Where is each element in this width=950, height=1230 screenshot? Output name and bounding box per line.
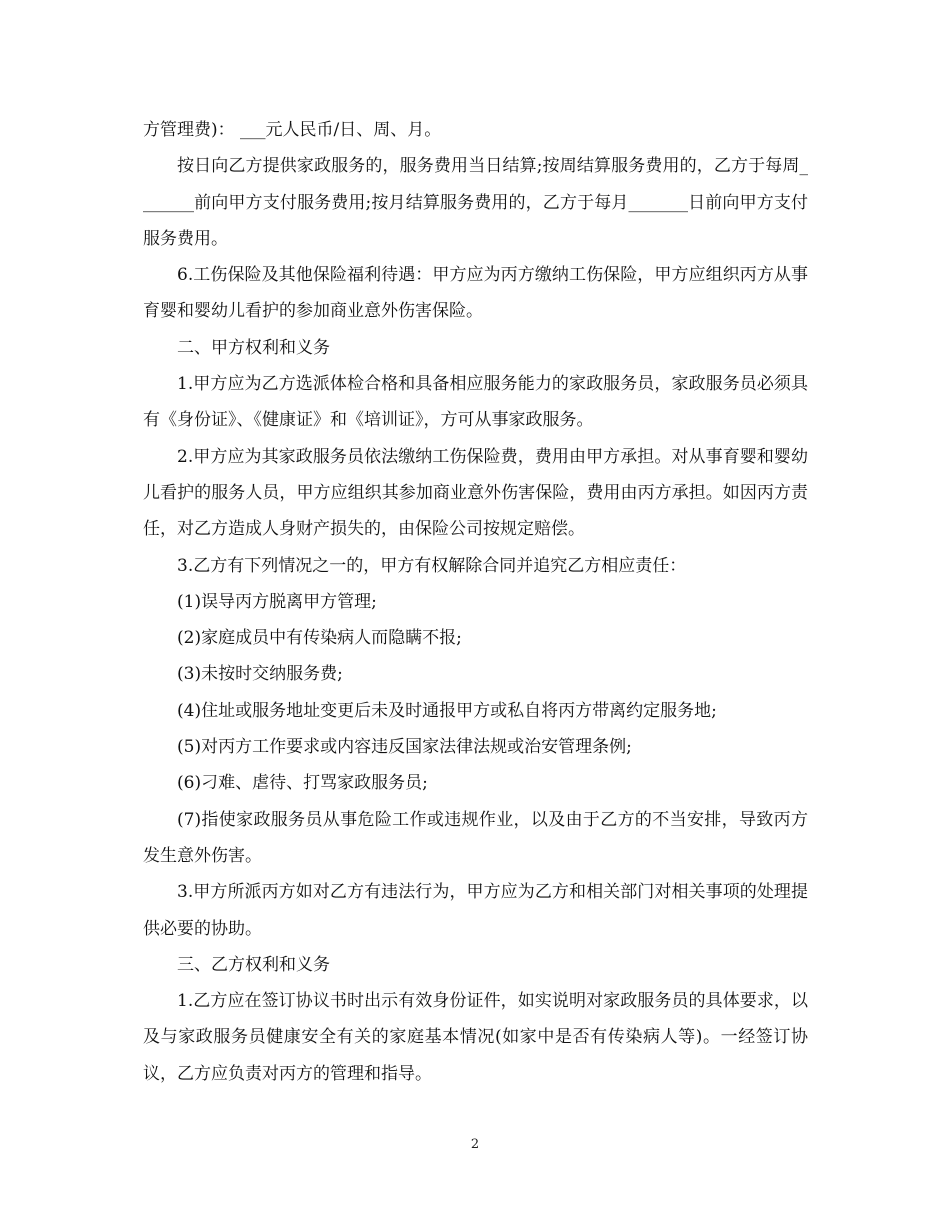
list-item-5: (5)对丙方工作要求或内容违反国家法律法规或治安管理条例; [177,737,632,758]
paragraph-insurance: 6.工伤保险及其他保险福利待遇：甲方应为丙方缴纳工伤保险，甲方应组织丙方从事育婴和婴幼儿看护的参加商业意外伤害保险。 [143,265,808,322]
paragraph-fee-continuation: 方管理费)： ___元人民币/日、周、月。 [143,120,442,140]
paragraph-party-a-2: 2.甲方应为其家政服务员依法缴纳工伤保险费，费用由甲方承担。对从事育婴和婴幼儿看护的服务人员，甲方应组织其参加商业意外伤害保险，费用由丙方承担。如因丙方责任，对乙方造成人身财产损失的，由保险公司按规定赔偿。 [143,446,808,540]
list-item-1: (1)误导丙方脱离甲方管理; [177,591,377,612]
paragraph-party-b-1: 1.乙方应在签订协议书时出示有效身份证件，如实说明对家政服务员的具体要求，以及与家政服务员健康安全有关的家庭基本情况(如家中是否有传染病人等)。一经签订协议，乙方应负责对丙方的管理和指导。 [143,991,808,1084]
paragraph-settlement: 按日向乙方提供家政服务的，服务费用当日结算;按周结算服务费用的，乙方于每周_______前向甲方支付服务费用;按月结算服务费用的，乙方于每月_______日前向甲方支付服务费用。 [143,156,808,249]
section-heading-party-a: 二、甲方权利和义务 [177,337,330,358]
page-number: 2 [470,1137,480,1152]
list-item-2: (2)家庭成员中有传染病人而隐瞒不报; [177,628,462,649]
document-body [143,112,808,1092]
section-heading-party-b: 三、乙方权利和义务 [177,954,330,975]
list-item-7: (7)指使家政服务员从事危险工作或违规作业，以及由于乙方的不当安排，导致丙方发生意外伤害。 [143,809,808,866]
list-item-6: (6)刁难、虐待、打骂家政服务员; [177,773,428,794]
paragraph-party-a-4: 3.甲方所派丙方如对乙方有违法行为，甲方应为乙方和相关部门对相关事项的处理提供必要的协助。 [143,882,808,939]
list-item-4: (4)住址或服务地址变更后未及时通报甲方或私自将丙方带离约定服务地; [177,700,717,721]
paragraph-party-a-1: 1.甲方应为乙方选派体检合格和具备相应服务能力的家政服务员，家政服务员必须具有《身份证》、《健康证》和《培训证》，方可从事家政服务。 [143,374,808,431]
list-item-3: (3)未按时交纳服务费; [177,664,343,685]
paragraph-party-a-3: 3.乙方有下列情况之一的，甲方有权解除合同并追究乙方相应责任： [177,555,687,576]
